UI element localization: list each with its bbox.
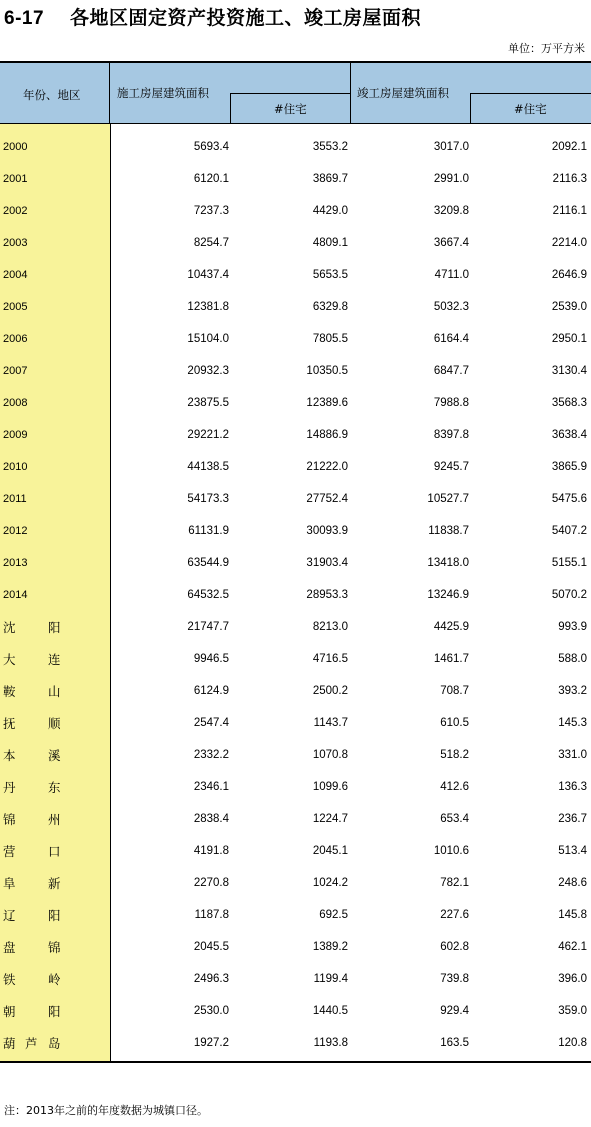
row-label: 2006 [3,333,28,345]
row-label-char: 丹 [3,780,16,795]
cell-completed: 9245.7 [433,461,469,473]
cell-completed: 518.2 [440,749,469,761]
row-label: 2008 [3,397,28,409]
cell-completed: 610.5 [440,717,469,729]
cell-construction: 2045.5 [193,941,229,953]
row-label-char: 口 [48,844,61,859]
header-region-col: 年份、地区 [23,88,81,102]
cell-completed-residential: 5475.6 [551,493,587,505]
row-label-char: 阳 [48,1004,61,1019]
cell-completed: 8397.8 [433,429,469,441]
cell-completed-residential: 462.1 [558,941,587,953]
cell-construction: 61131.9 [188,525,229,537]
cell-construction-residential: 4429.0 [312,205,348,217]
row-label-char: 鞍 [3,684,16,699]
row-label-char: 沈 [3,620,16,635]
cell-construction: 1187.8 [194,909,229,921]
table-row [0,896,591,928]
cell-completed: 4711.0 [434,269,469,281]
table-row [0,320,591,352]
cell-construction-residential: 21222.0 [306,461,348,473]
cell-completed-residential: 993.9 [558,621,587,633]
table-row [0,832,591,864]
cell-completed: 1010.6 [433,845,469,857]
header-completed: 竣工房屋建筑面积 [357,86,449,100]
cell-construction: 2346.1 [193,781,229,793]
cell-construction-residential: 10350.5 [306,365,348,377]
header-divider-4 [470,93,471,123]
row-label: 2012 [3,525,28,537]
cell-construction-residential: 31903.4 [306,557,348,569]
header-subrule-left [230,93,350,94]
cell-construction-residential: 2500.2 [312,685,348,697]
cell-completed-residential: 145.3 [558,717,587,729]
row-label: 2002 [3,205,28,217]
cell-completed-residential: 5155.1 [551,557,587,569]
header-subrule-right [470,93,591,94]
cell-completed-residential: 513.4 [558,845,587,857]
cell-completed-residential: 3568.3 [551,397,587,409]
cell-construction: 1927.2 [193,1037,229,1049]
cell-construction: 23875.5 [187,397,229,409]
cell-completed: 653.4 [440,813,469,825]
cell-construction-residential: 4716.5 [312,653,348,665]
cell-completed-residential: 2646.9 [551,269,587,281]
cell-construction: 10437.4 [187,269,229,281]
cell-construction-residential: 3553.2 [312,141,348,153]
row-label: 2000 [3,141,28,153]
header-divider-3 [350,63,351,123]
table-row [0,736,591,768]
table-row [0,288,591,320]
table-row [0,768,591,800]
row-label-char: 阳 [48,620,61,635]
cell-construction: 2332.2 [193,749,229,761]
cell-completed: 5032.3 [433,301,469,313]
row-label-char: 辽 [3,908,16,923]
row-label-char: 营 [3,844,16,859]
cell-completed-residential: 2214.0 [551,237,587,249]
row-label: 2007 [3,365,28,377]
row-label: 2001 [3,173,28,185]
cell-completed-residential: 2950.1 [551,333,587,345]
cell-construction-residential: 692.5 [319,909,348,921]
cell-completed: 602.8 [440,941,469,953]
cell-construction-residential: 1224.7 [312,813,348,825]
cell-completed: 4425.9 [433,621,469,633]
cell-construction-residential: 1070.8 [312,749,348,761]
cell-construction: 5693.4 [193,141,229,153]
table-row [0,416,591,448]
cell-completed-residential: 588.0 [558,653,587,665]
row-label-char: 大 [3,652,16,667]
cell-completed: 13418.0 [427,557,469,569]
cell-construction: 21747.7 [187,621,229,633]
cell-construction-residential: 27752.4 [306,493,348,505]
cell-construction-residential: 2045.1 [312,845,348,857]
cell-completed-residential: 2092.1 [551,141,587,153]
cell-construction: 63544.9 [187,557,229,569]
footnote: 注：2013年之前的年度数据为城镇口径。 [4,1104,208,1117]
cell-construction-residential: 6329.8 [312,301,348,313]
row-label-char: 盘 [3,940,16,955]
row-label-char: 山 [48,684,61,699]
row-label-char: 锦 [48,940,61,955]
cell-completed: 10527.7 [427,493,469,505]
cell-completed-residential: 5407.2 [551,525,587,537]
cell-completed: 412.6 [440,781,469,793]
cell-construction: 7237.3 [193,205,229,217]
header-construction: 施工房屋建筑面积 [117,86,209,100]
row-label-char: 岛 [48,1036,61,1051]
page-title [4,3,421,30]
cell-completed: 11838.7 [428,525,469,537]
cell-construction-residential: 1099.6 [312,781,348,793]
cell-construction-residential: 1143.7 [313,717,348,729]
cell-construction-residential: 5653.5 [312,269,348,281]
cell-construction-residential: 1193.8 [313,1037,348,1049]
row-label-char: 本 [3,748,16,763]
cell-completed: 3667.4 [433,237,469,249]
row-label: 2003 [3,237,28,249]
cell-construction: 29221.2 [187,429,229,441]
cell-construction: 6120.1 [193,173,229,185]
row-label-char: 锦 [3,812,16,827]
cell-completed: 163.5 [440,1037,469,1049]
cell-construction-residential: 1440.5 [312,1005,348,1017]
row-label-char: 铁 [3,972,16,987]
cell-completed: 782.1 [440,877,469,889]
row-label-char: 新 [48,876,61,891]
table-title: 各地区固定资产投资施工、竣工房屋面积 [70,7,422,29]
cell-completed-residential: 2116.3 [552,173,587,185]
cell-completed: 2991.0 [433,173,469,185]
cell-completed-residential: 136.3 [558,781,587,793]
cell-completed-residential: 248.6 [558,877,587,889]
row-label: 2009 [3,429,28,441]
cell-completed-residential: 120.8 [558,1037,587,1049]
header-divider-1 [109,63,110,123]
cell-construction: 20932.3 [187,365,229,377]
cell-construction: 54173.3 [187,493,229,505]
row-label-char: 岭 [48,972,61,987]
cell-construction-residential: 1389.2 [312,941,348,953]
cell-construction-residential: 3869.7 [312,173,348,185]
cell-construction: 2530.0 [193,1005,229,1017]
cell-completed: 3017.0 [433,141,469,153]
cell-construction: 44138.5 [187,461,229,473]
table-row [0,576,591,608]
cell-construction: 64532.5 [187,589,229,601]
table-row [0,864,591,896]
cell-completed: 739.8 [440,973,469,985]
table-row [0,224,591,256]
cell-construction-residential: 1199.4 [313,973,348,985]
row-label-char: 顺 [48,716,61,731]
cell-completed-residential: 2539.0 [551,301,587,313]
table-row [0,352,591,384]
table-row [0,704,591,736]
row-label: 2011 [3,493,27,505]
cell-completed-residential: 331.0 [558,749,587,761]
row-label: 2013 [3,557,28,569]
cell-completed: 227.6 [440,909,469,921]
cell-completed-residential: 3865.9 [551,461,587,473]
table-row [0,192,591,224]
row-label: 2005 [3,301,28,313]
cell-construction-residential: 7805.5 [312,333,348,345]
cell-completed-residential: 2116.1 [552,205,587,217]
cell-construction-residential: 4809.1 [312,237,348,249]
table-number: 6-17 [4,8,45,29]
table-row [0,1024,591,1056]
cell-completed-residential: 145.8 [558,909,587,921]
table-row [0,960,591,992]
cell-construction-residential: 8213.0 [312,621,348,633]
row-label-char: 连 [48,652,61,667]
cell-construction: 2270.8 [193,877,229,889]
table-row [0,128,591,160]
cell-completed-residential: 3638.4 [551,429,587,441]
table-row [0,800,591,832]
table-row [0,256,591,288]
header-divider-2 [230,93,231,123]
header-completed-residential: #住宅 [514,102,547,116]
cell-completed: 708.7 [440,685,469,697]
cell-construction: 8254.7 [193,237,229,249]
unit-label: 单位：万平方米 [508,42,585,55]
cell-construction: 6124.9 [193,685,229,697]
table-row [0,160,591,192]
row-label-char: 朝 [3,1004,16,1019]
table-row [0,640,591,672]
cell-completed-residential: 3130.4 [551,365,587,377]
cell-completed: 6847.7 [433,365,469,377]
cell-construction: 4191.8 [193,845,229,857]
row-label-char: 芦 [25,1036,38,1051]
cell-completed: 1461.7 [433,653,469,665]
table-row [0,608,591,640]
cell-construction: 2838.4 [193,813,229,825]
row-label: 2004 [3,269,28,281]
cell-completed: 929.4 [440,1005,469,1017]
table-bottom-rule [0,1061,591,1063]
row-label-char: 州 [48,812,61,827]
cell-construction: 9946.5 [193,653,229,665]
cell-completed-residential: 236.7 [558,813,587,825]
table-row [0,544,591,576]
cell-construction: 2547.4 [193,717,229,729]
table-row [0,672,591,704]
cell-construction: 15104.0 [187,333,229,345]
row-label-char: 东 [48,780,61,795]
cell-construction-residential: 28953.3 [306,589,348,601]
header-construction-residential: #住宅 [274,102,307,116]
table-row [0,928,591,960]
cell-construction-residential: 1024.2 [312,877,348,889]
cell-completed: 3209.8 [433,205,469,217]
cell-completed-residential: 359.0 [558,1005,587,1017]
row-label: 2014 [3,589,28,601]
cell-construction-residential: 30093.9 [306,525,348,537]
table-row [0,480,591,512]
table-row [0,384,591,416]
table-row [0,512,591,544]
cell-completed: 6164.4 [433,333,469,345]
cell-completed-residential: 393.2 [558,685,587,697]
table-row [0,992,591,1024]
cell-construction: 2496.3 [193,973,229,985]
cell-completed: 13246.9 [427,589,469,601]
table-row [0,448,591,480]
row-label-char: 葫 [3,1036,16,1051]
cell-construction-residential: 14886.9 [306,429,348,441]
row-label: 2010 [3,461,28,473]
cell-construction-residential: 12389.6 [306,397,348,409]
row-label-char: 阜 [3,876,16,891]
cell-completed: 7988.8 [433,397,469,409]
row-label-char: 抚 [3,716,16,731]
cell-completed-residential: 396.0 [558,973,587,985]
row-label-char: 阳 [48,908,61,923]
row-label-char: 溪 [48,748,61,763]
cell-construction: 12381.8 [187,301,229,313]
cell-completed-residential: 5070.2 [551,589,587,601]
